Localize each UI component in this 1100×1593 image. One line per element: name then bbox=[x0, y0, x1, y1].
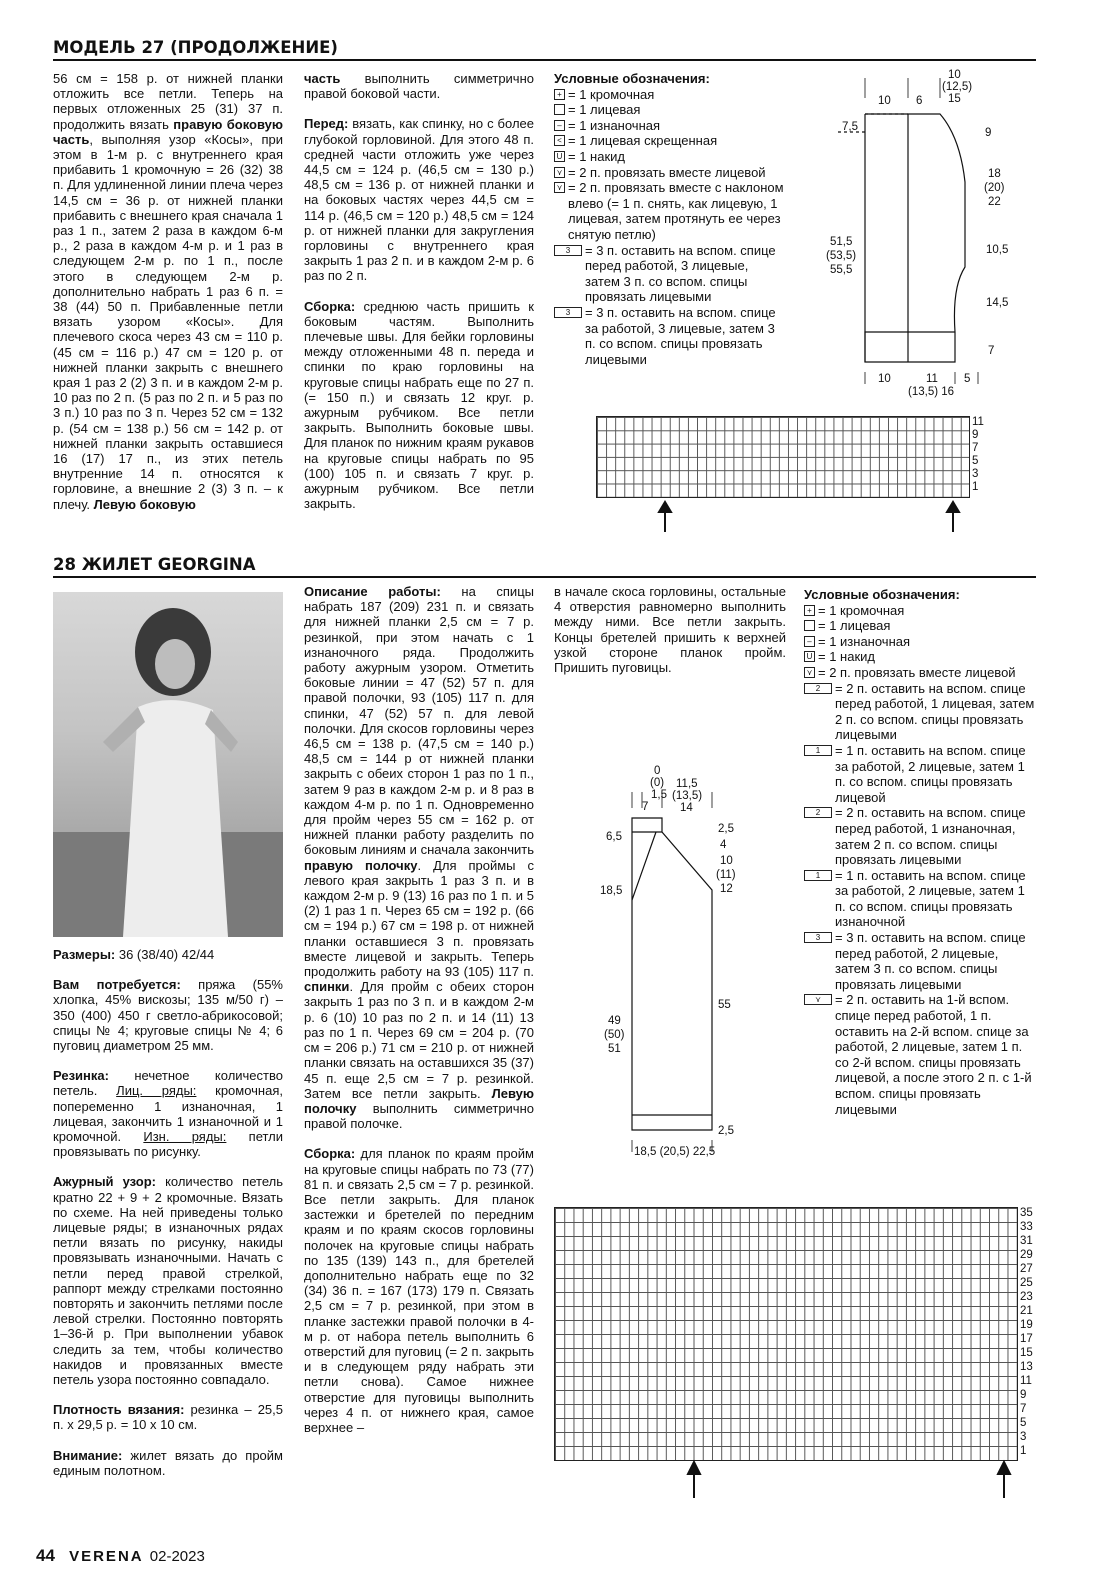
dim-l3b: (50) bbox=[604, 1029, 625, 1041]
chart-row-number: 15 bbox=[1020, 1347, 1033, 1359]
chart-row-number: 7 bbox=[972, 442, 979, 454]
dim-w2: 6 bbox=[916, 95, 923, 107]
legend-georgina-title: Условные обозначения: bbox=[804, 587, 960, 602]
model27-col2-paragraph-2: Перед: вязать, как спинку, но с более глубокой горловиной. Для этого 48 п. средней части отложить уже через 44,5 см = 124 р. (46,5 см = 130 р.) 48,5 см = 136 р. от нижней планки и на боковых частях через 44,5 см = 114 р. (46,5 см = 120 р.) 48,5 см = 124 р. от нижней планки для закругления горловины с внутреннего края закрыть 1 раз 2 п. и в каждом 2-м р. 6 раз по 2 п. bbox=[304, 116, 534, 284]
stitch-symbol-icon: ⋎ bbox=[554, 182, 565, 193]
model-photo bbox=[53, 592, 283, 937]
stitch-symbol-icon: 2 bbox=[804, 807, 832, 818]
georgina-col1-paragraph-6: Внимание: жилет вязать до пройм единым полотном. bbox=[53, 1447, 283, 1478]
legend-model27 bbox=[554, 71, 786, 367]
stitch-symbol-icon: + bbox=[804, 605, 815, 616]
legend-georgina-item bbox=[804, 805, 1036, 867]
chart-row-numbers bbox=[972, 416, 992, 494]
magazine-name: VERENA bbox=[69, 1548, 144, 1565]
arrow-up-icon bbox=[998, 1462, 1010, 1474]
georgina-col1-paragraph-5: Плотность вязания: резинка – 25,5 п. x 29,5 р. = 10 x 10 см. bbox=[53, 1402, 283, 1433]
legend-model27-item-text: = 1 лицевая скрещенная bbox=[568, 133, 718, 149]
dim-right5: 7 bbox=[988, 345, 995, 357]
dim-right2b: (20) bbox=[984, 182, 1005, 194]
georgina-col2-paragraph-2: Сборка: для планок по краям пройм на круговые спицы набрать по 73 (77) 81 п. и связать 2,5 см = 7 р. резинкой. Все петли закрыть. Для планок застежки и бретелей по передним краям и по краям скосов горловины полочек на круговые спицы набрать по 135 (139) 143 п., для бретелей дополнительно набрать еще по 32 (34) 36 п. = 167 (173) 179 п. Связать 2,5 см = 7 р. резинкой, при этом в планке застежки правой полочки в 4-м р. от набора петель выполнить 6 отверстий для пуговиц (= 2 п. закрыть и в следующем ряду набрать эти петли снова). Самое нижнее отверстие для пуговицы выполнить через 4 п. от нижнего края, самое верхнее – bbox=[304, 1146, 534, 1435]
dim-bot4: (13,5) 16 bbox=[908, 386, 955, 398]
schematic-georgina bbox=[596, 760, 766, 1160]
dim-bot2: 11 bbox=[926, 373, 938, 385]
dim-t0: 0 bbox=[654, 765, 661, 777]
text-column-1 bbox=[53, 71, 283, 527]
text-column-3-georgina bbox=[554, 584, 786, 690]
schematic-outline bbox=[865, 114, 965, 362]
chart-row-number: 5 bbox=[972, 455, 979, 467]
chart-row-number: 5 bbox=[1020, 1417, 1027, 1429]
dim-r2: 4 bbox=[720, 839, 727, 851]
dim-len-c: 55,5 bbox=[830, 264, 853, 276]
dim-r3c: 12 bbox=[720, 883, 733, 895]
legend-georgina-item bbox=[804, 930, 1036, 992]
chart-row-number: 3 bbox=[1020, 1431, 1027, 1443]
text-column-2-georgina bbox=[304, 584, 534, 1450]
georgina-col2-paragraph-1: Описание работы: на спицы набрать 187 (209) 231 п. и связать для нижней планки 2,5 см = 7 р. резинкой, при этом начать с 1 изнаночного ряда. Продолжить работу ажурным узором. Отметить боковые линии = 47 (52) 57 п. для правой полочки, 93 (105) 117 п. для спинки, 47 (52) 57 п. для левой полочки. Для скосов горловины через 46,5 см = 138 р. (47,5 см = 140 р.) 48,5 см = 144 р от нижней планки закрыть с обеих сторон 1 раз по 1 п., затем 9 раз в каждом 2-м р. и 8 раз в каждом 4-м р. по 1 п. Одновременно для пройм через 55 см = 162 р. от нижней планки работу разделить по боковым линиям и сначала закончить правую полочку. Для проймы с левого края закрыть 1 раз 3 п. и в каждом 2-м р. 9 (13) 16 раз по 1 п. и 5 (2) 1 раз 1 п. Через 65 см = 192 р. (66 см = 194 р.) 67 см = 198 р. от нижней планки оставшиеся 3 п. провязать вместе лицевой и закрыть. Теперь продолжить работу на 93 (105) 117 п. спинки. Для пройм с обеих сторон закрыть 1 раз по 3 п. и в каждом 2-м р. 6 (10) 10 раз по 2 п. и 14 (11) 13 раз по 1 п. Через 69 см = 204 р. (70 см = 206 р.) 71 см = 210 р. от нижней планки связать на оставшихся 35 (37) 45 п. еще 2,5 см = 7 р. резинкой. Затем все петли закрыть. Левую полочку выполнить симметрично правой полочке. bbox=[304, 584, 535, 1132]
legend-model27-item-text: = 2 п. провязать вместе лицевой bbox=[568, 164, 766, 180]
stitch-symbol-icon: 3 bbox=[554, 307, 582, 318]
legend-model27-title: Условные обозначения: bbox=[554, 71, 710, 86]
legend-model27-item-text: = 2 п. провязать вместе с наклоном влево (= 1 п. снять, как лицевую, 1 лицевая, затем протянуть ее через снятую петлю) bbox=[568, 180, 784, 242]
dim-bot1: 10 bbox=[878, 373, 891, 385]
legend-model27-item bbox=[554, 180, 786, 242]
dim-l1: 6,5 bbox=[606, 831, 622, 843]
dim-l2: 18,5 bbox=[600, 885, 623, 897]
arrow-up-icon bbox=[947, 502, 959, 512]
chart-row-number: 1 bbox=[972, 481, 979, 493]
chart-row-number: 11 bbox=[1020, 1375, 1032, 1387]
legend-georgina-item-text: = 2 п. оставить на 1-й вспом. спице перед работой, 1 п. оставить на 2-й вспом. спице за работой, 2 лицевые, затем 1 п. со 2-й вспом. спицы провязать лицевой, а после этого 2 п. с 1-й вспом. спицы провязать лицевыми bbox=[835, 992, 1032, 1117]
stitch-symbol-icon: ⋎ bbox=[804, 994, 832, 1005]
legend-model27-item bbox=[554, 133, 786, 149]
stitch-symbol-icon: U bbox=[804, 651, 815, 662]
georgina-col1-paragraph-2: Вам потребуется: пряжа (55% хлопка, 45% вискозы; 135 м/50 г) – 350 (400) 450 г светло-абрикосовой; спицы № 4; круговые спицы № 4; 6 пуговиц диаметром 25 мм. bbox=[53, 977, 283, 1054]
dim-r3a: 10 bbox=[720, 855, 733, 867]
legend-georgina bbox=[804, 587, 1036, 1117]
chart-row-number: 19 bbox=[1020, 1319, 1033, 1331]
legend-georgina-item bbox=[804, 868, 1036, 930]
dim-len-a: 51,5 bbox=[830, 236, 853, 248]
dim-top-1: 10 bbox=[948, 69, 961, 81]
page-footer bbox=[36, 1546, 205, 1566]
dim-r3b: (11) bbox=[716, 869, 736, 881]
chart-row-number: 1 bbox=[1020, 1445, 1027, 1457]
chart-row-number: 3 bbox=[972, 468, 979, 480]
legend-georgina-item-text: = 1 кромочная bbox=[818, 602, 905, 618]
stitch-symbol-icon: ⋎ bbox=[804, 667, 815, 678]
issue-number: 02-2023 bbox=[149, 1548, 205, 1565]
dim-t1: (0) bbox=[650, 777, 665, 789]
dim-w1: 10 bbox=[878, 95, 891, 107]
stitch-symbol-icon bbox=[554, 104, 565, 115]
legend-model27-item bbox=[554, 165, 786, 181]
chart-row-number: 21 bbox=[1020, 1305, 1033, 1317]
chart-row-number: 33 bbox=[1020, 1221, 1033, 1233]
legend-model27-item-text: = 1 кромочная bbox=[568, 86, 655, 102]
georgina-col1-paragraph-4: Ажурный узор: количество петель кратно 22 + 9 + 2 кромочные. Вязать по схеме. На ней приведены только лицевые ряды; в изнаночных рядах петли вязать по рисунку, накиды провязывать изнаночными. Начать с петли перед правой стрелкой, раппорт между стрелками постоянно повторять и закончить петлями после левой стрелки. Постоянно повторять 1–36-й р. При выполнении убавок следить за тем, чтобы количество накидов и провязанных вместе петель узора постоянно совпадало. bbox=[53, 1174, 283, 1388]
model27-col1-paragraph-1: 56 см = 158 р. от нижней планки отложить все петли. Теперь на первых отложенных 25 (31) 37 п. продолжить вязать правую боковую часть, выполняя узор «Косы», при этом в 1-м р. с внутреннего края прибавить 1 кромочную = 26 (32) 38 п. Для удлиненной линии плеча через 14,5 см = 36 р. от нижней планки прибавить с внешнего края сначала 1 раз 1 п., затем 2 раза в каждом 6-м р., 2 раза в каждом 4-м р. и 1 раз в следующем 2-м р. по 1 п., после этого в следующем 2-м р. дополнительно набрать 1 раз 6 п. = 38 (44) 50 п. Прибавленные петли вязать узором «Косы». Для плечевого скоса через 43 см = 110 р. (45 см = 116 р.) 47 см = 120 р. от нижней планки закрыть с внешнего края 1 раз 2 (2) 3 п. и в каждом 2-м р. 10 раз по 2 п. (5 раз по 2 п. и 5 раз по 3 п.) 10 раз по 3 п. Через 52 см = 132 р. (54 см = 138 р.) 56 см = 142 р. от нижней планки закрыть оставшиеся 16 (17) 17 п., из этих петель внутренние 14 п. относятся к горловине, а внешние 2 (3) 3 п. – к плечу. Левую боковую bbox=[53, 71, 284, 512]
legend-model27-item bbox=[554, 243, 786, 305]
legend-model27-item bbox=[554, 87, 786, 103]
legend-georgina-item-text: = 1 п. оставить на вспом. спице за работой, 2 лицевые, затем 1 п. со вспом. спицы провязать изнаночной bbox=[835, 867, 1026, 930]
dim-top-2: (12,5) bbox=[942, 81, 973, 93]
legend-georgina-item bbox=[804, 743, 1036, 805]
stitch-symbol-icon: – bbox=[804, 636, 815, 647]
dim-l3c: 51 bbox=[608, 1043, 621, 1055]
dim-right2c: 22 bbox=[988, 196, 1001, 208]
dim-right4: 14,5 bbox=[986, 297, 1009, 309]
dim-t5: 14 bbox=[680, 802, 693, 814]
stitch-symbol-icon: ⋎ bbox=[554, 167, 565, 178]
chart-row-number: 31 bbox=[1020, 1235, 1033, 1247]
dim-left1: 7,5 bbox=[842, 121, 858, 133]
dim-bottom: 18,5 (20,5) 22,5 bbox=[634, 1146, 716, 1158]
dim-right3: 10,5 bbox=[986, 244, 1009, 256]
legend-georgina-item-text: = 1 п. оставить на вспом. спице за работой, 2 лицевые, затем 1 п. со вспом. спицы провязать лицевой bbox=[835, 742, 1026, 805]
dim-r1: 2,5 bbox=[718, 823, 734, 835]
chart-row-number: 17 bbox=[1020, 1333, 1033, 1345]
chart-row-number: 9 bbox=[1020, 1389, 1027, 1401]
dim-bot3: 5 bbox=[964, 373, 971, 385]
chart-row-number: 35 bbox=[1020, 1207, 1033, 1219]
section-title-georgina: 28 ЖИЛЕТ GEORGINA bbox=[53, 555, 1036, 578]
dim-t3: 11,5 bbox=[676, 778, 698, 790]
legend-georgina-item-text: = 1 накид bbox=[818, 649, 875, 665]
stitch-symbol-icon: 1 bbox=[804, 745, 832, 756]
arrow-up-icon bbox=[659, 502, 671, 512]
section-title-model27: МОДЕЛЬ 27 (ПРОДОЛЖЕНИЕ) bbox=[53, 38, 1036, 61]
legend-georgina-item bbox=[804, 603, 1036, 619]
text-column-2 bbox=[304, 71, 534, 526]
legend-model27-item-text: = 1 изнаночная bbox=[568, 117, 661, 133]
legend-georgina-item bbox=[804, 665, 1036, 681]
stitch-symbol-icon: 1 bbox=[804, 870, 832, 881]
chart-row-numbers-georgina bbox=[1020, 1206, 1044, 1458]
chart-row-number: 29 bbox=[1020, 1249, 1033, 1261]
legend-model27-item bbox=[554, 118, 786, 134]
stitch-symbol-icon bbox=[804, 620, 815, 631]
model27-col2-paragraph-1: часть выполнить симметрично правой боковой части. bbox=[304, 71, 534, 102]
chart-row-number: 11 bbox=[972, 416, 984, 428]
legend-model27-item-text: = 3 п. оставить на вспом. спице перед работой, 3 лицевые, затем 3 п. со вспом. спицы провязать лицевыми bbox=[585, 242, 776, 305]
dim-len-b: (53,5) bbox=[826, 250, 857, 262]
chart-row-number: 7 bbox=[1020, 1403, 1027, 1415]
dim-right2a: 18 bbox=[988, 168, 1001, 180]
georgina-col1-paragraph-1: Размеры: 36 (38/40) 42/44 bbox=[53, 947, 215, 962]
stitch-symbol-icon: 2 bbox=[804, 683, 832, 694]
legend-georgina-item bbox=[804, 649, 1036, 665]
model27-col2-paragraph-3: Сборка: среднюю часть пришить к боковым частям. Выполнить плечевые швы. Для бейки горловины между отложенными 48 п. переда и спинки по краю горловины на круговые спицы набрать еще по 27 п. (= 150 п.) и связать 12 круг. р. ажурным рубчиком. Все петли закрыть. Выполнить боковые швы. Для планок по нижним краям рукавов на круговые спицы набрать по 95 (100) 105 п. и связать 7 круг. р. ажурным рубчиком. Все петли закрыть. bbox=[304, 298, 534, 512]
legend-model27-item bbox=[554, 305, 786, 367]
stitch-symbol-icon: + bbox=[554, 89, 565, 100]
chart-row-number: 27 bbox=[1020, 1263, 1033, 1275]
chart-arrows bbox=[650, 500, 970, 534]
stitch-symbol-icon: 3 bbox=[804, 932, 832, 943]
legend-georgina-item-text: = 1 лицевая bbox=[818, 618, 891, 634]
chart-arrows-georgina bbox=[680, 1460, 1020, 1500]
legend-model27-item-text: = 1 накид bbox=[568, 148, 625, 164]
knitting-chart-model27 bbox=[596, 416, 970, 498]
georgina-col1-paragraph-3: Резинка: нечетное количество петель. Лиц. ряды: кромочная, попеременно 1 изнаночная, 1 лицевая, закончить 1 изнаночной и 1 кромочной. Изн. ряды: петли провязывать по рисунку. bbox=[53, 1068, 284, 1160]
dim-t2: 1,5 bbox=[651, 789, 667, 801]
dim-t4: (13,5) bbox=[672, 790, 703, 802]
stitch-symbol-icon: – bbox=[554, 120, 565, 131]
stitch-symbol-icon: < bbox=[554, 135, 565, 146]
legend-georgina-item-text: = 3 п. оставить на вспом. спице перед работой, 2 лицевые, затем 3 п. со вспом. спицы провязать лицевыми bbox=[835, 930, 1026, 992]
legend-model27-item bbox=[554, 102, 786, 118]
stitch-symbol-icon: U bbox=[554, 151, 565, 162]
legend-model27-item-text: = 3 п. оставить на вспом. спице за работой, 3 лицевые, затем 3 п. со вспом. спицы провязать лицевыми bbox=[585, 304, 776, 367]
dim-right1: 9 bbox=[985, 127, 992, 139]
stitch-symbol-icon: 3 bbox=[554, 245, 582, 256]
chart-row-number: 9 bbox=[972, 429, 979, 441]
dim-t6: 7 bbox=[642, 801, 649, 813]
knitting-chart-georgina bbox=[554, 1207, 1018, 1461]
legend-georgina-item-text: = 2 п. оставить на вспом. спице перед работой, 1 изнаночная, затем 2 п. со вспом. спицы провязать лицевыми bbox=[835, 805, 1026, 868]
legend-georgina-item-text: = 1 изнаночная bbox=[818, 633, 911, 649]
chart-row-number: 23 bbox=[1020, 1291, 1033, 1303]
dim-r4: 55 bbox=[718, 999, 731, 1011]
dim-top-3: 15 bbox=[948, 93, 961, 105]
georgina-col3-paragraph-1: в начале скоса горловины, остальные 4 отверстия равномерно выполнить между ними. Все петли закрыть. Концы бретелей пришить к верхней узкой стороне планок пройм. Пришить пуговицы. bbox=[554, 584, 786, 676]
dim-r5: 2,5 bbox=[718, 1125, 734, 1137]
legend-georgina-item-text: = 2 п. оставить на вспом. спице перед работой, 1 лицевая, затем 2 п. со вспом. спицы провязать лицевыми bbox=[835, 680, 1035, 743]
legend-georgina-item bbox=[804, 992, 1036, 1117]
schematic-model27 bbox=[826, 62, 1030, 402]
dim-l3a: 49 bbox=[608, 1015, 621, 1027]
photo-illustration bbox=[53, 592, 283, 937]
legend-model27-item-text: = 1 лицевая bbox=[568, 102, 641, 118]
legend-model27-item bbox=[554, 149, 786, 165]
legend-georgina-item-text: = 2 п. провязать вместе лицевой bbox=[818, 664, 1016, 680]
chart-row-number: 25 bbox=[1020, 1277, 1033, 1289]
legend-georgina-item bbox=[804, 681, 1036, 743]
legend-georgina-item bbox=[804, 634, 1036, 650]
chart-row-number: 13 bbox=[1020, 1361, 1033, 1373]
arrow-up-icon bbox=[688, 1462, 700, 1474]
legend-georgina-item bbox=[804, 618, 1036, 634]
text-column-1-georgina bbox=[53, 947, 283, 1493]
page-number: 44 bbox=[36, 1546, 55, 1565]
